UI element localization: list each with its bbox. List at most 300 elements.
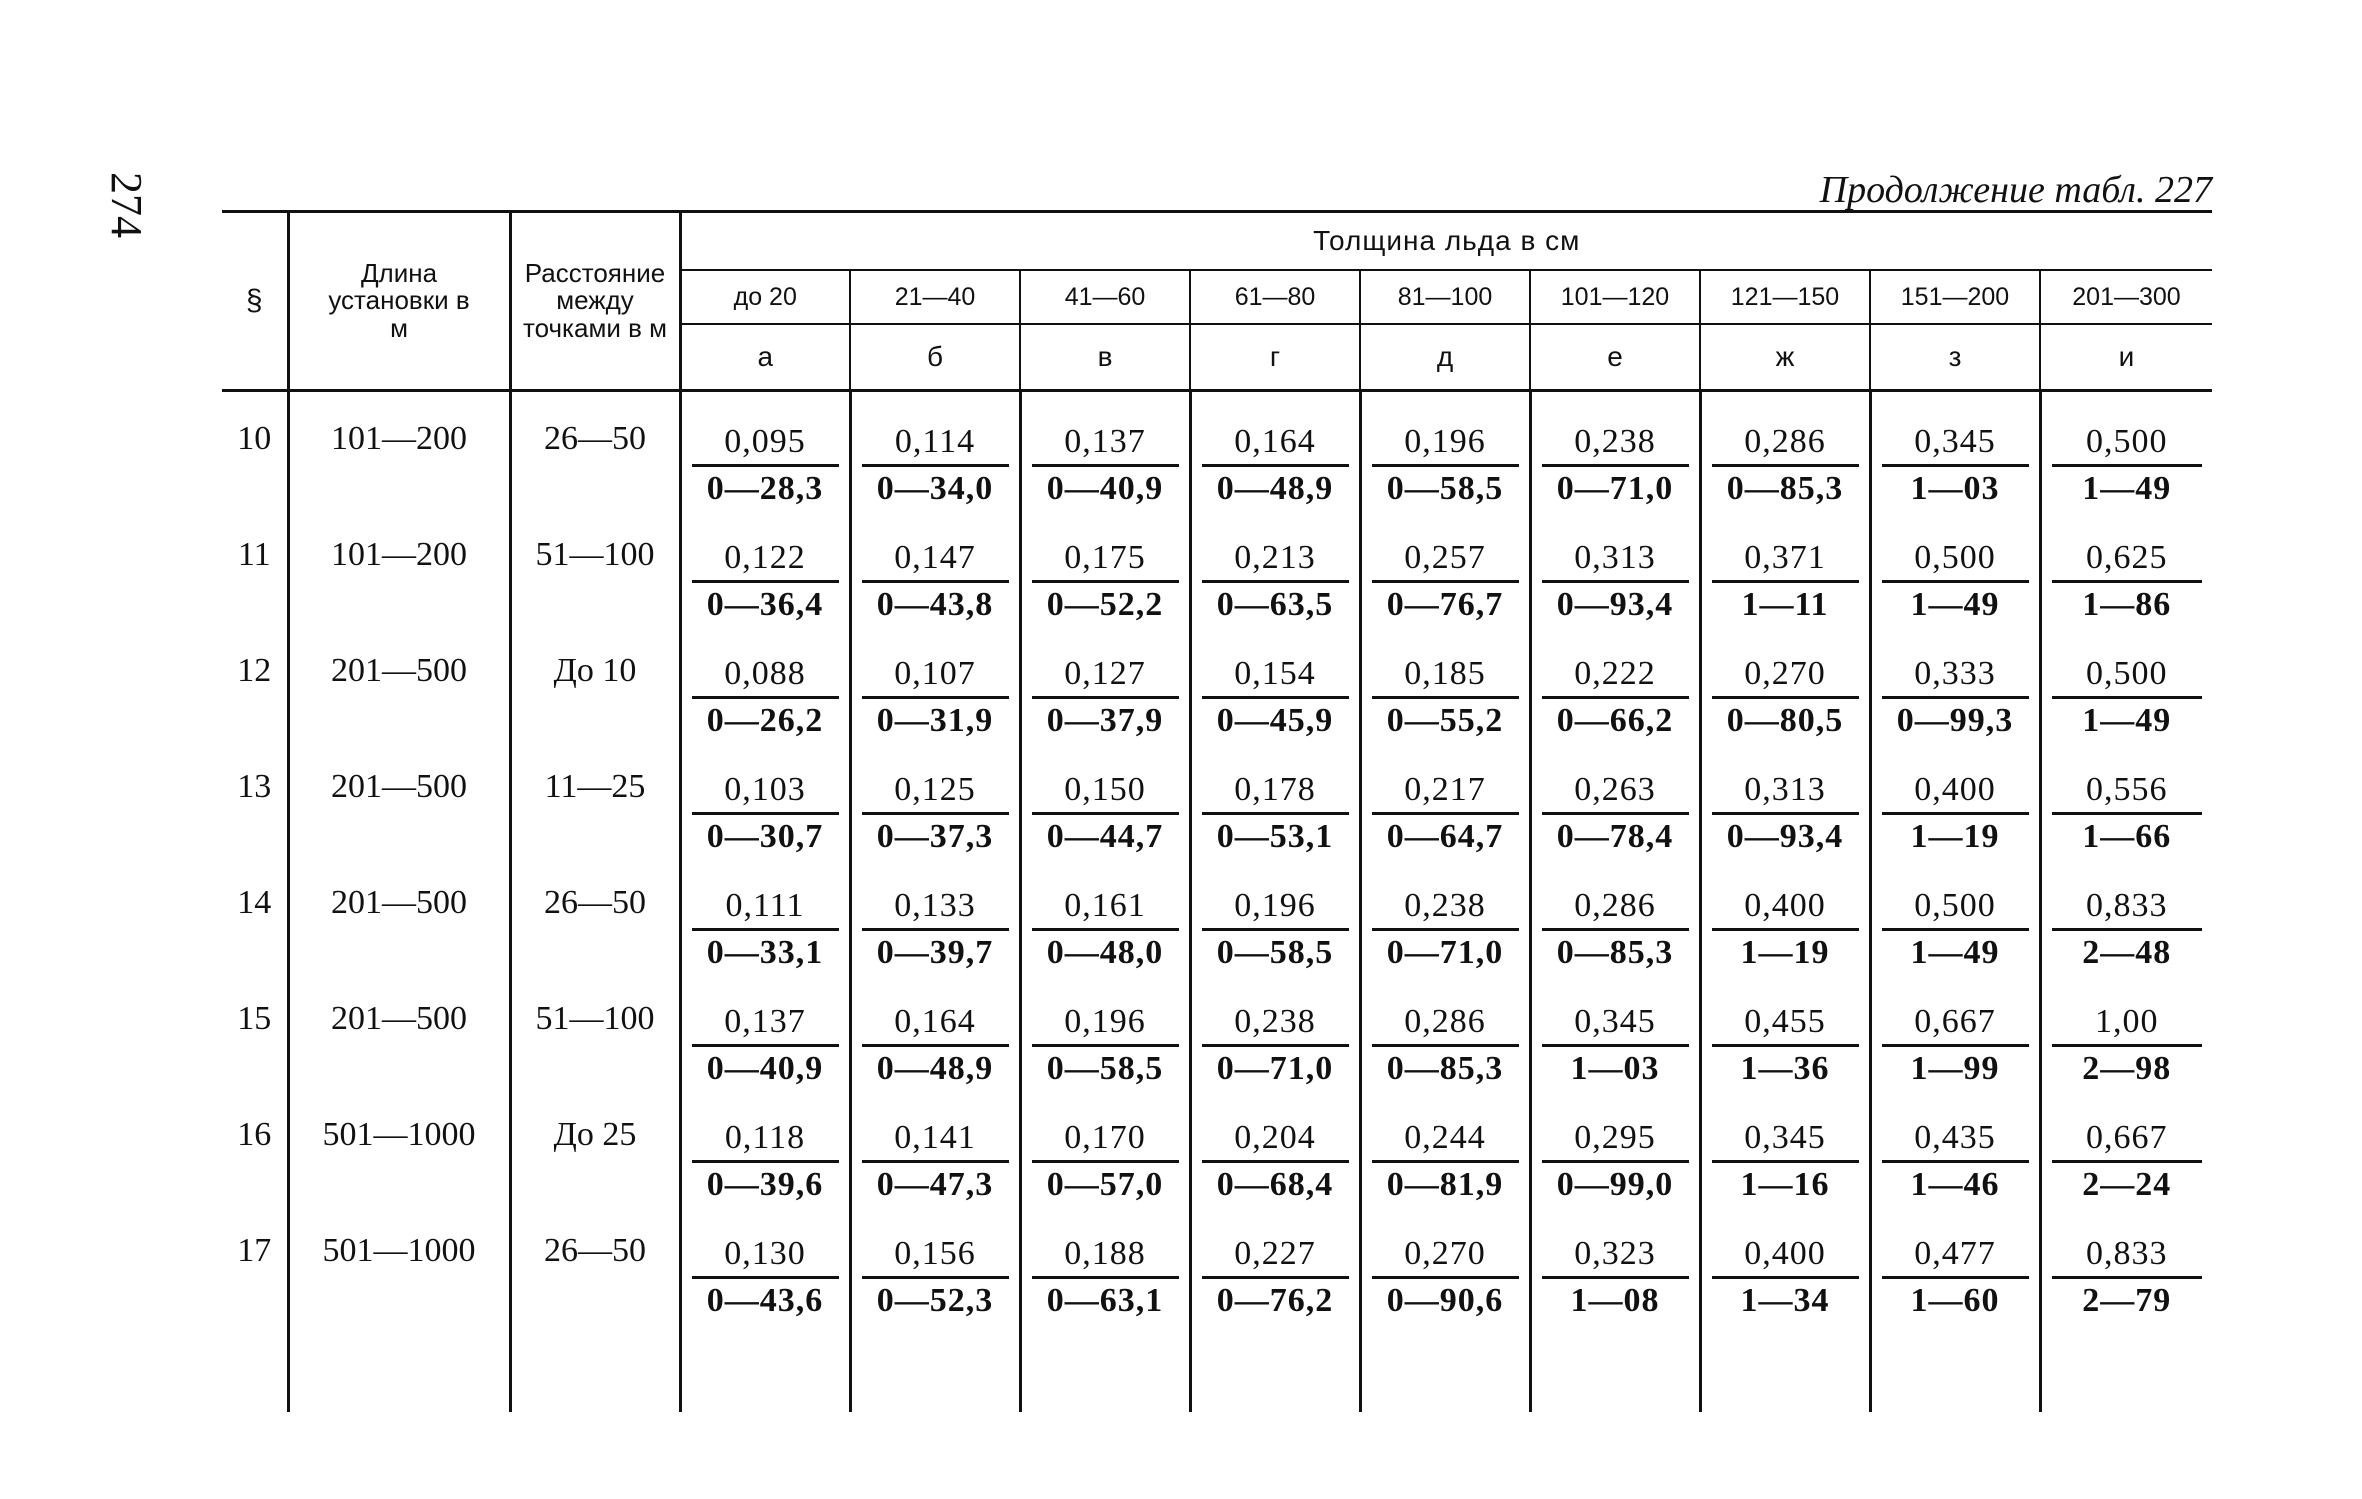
value-cell [1530, 1110, 1700, 1226]
value-top: 0,238 [1234, 1003, 1316, 1040]
fraction [1192, 646, 1359, 743]
tail-cell [1870, 1342, 2040, 1412]
value-cell [680, 1110, 850, 1226]
value-cell [1020, 762, 1190, 878]
value-top: 0,435 [1914, 1119, 1996, 1156]
value-cell [680, 878, 850, 994]
table-body [222, 392, 2212, 1412]
header-range-5: 81—100 [1360, 270, 1530, 324]
value-cell [1190, 646, 1360, 762]
value-cell [1530, 878, 1700, 994]
value-bottom: 1—11 [1712, 580, 1859, 627]
value-cell [2040, 392, 2212, 530]
value-cell [850, 1110, 1020, 1226]
value-cell [1360, 530, 1530, 646]
fraction [1192, 762, 1359, 859]
value-bottom: 0—85,3 [1542, 928, 1689, 975]
table-tail [222, 1342, 2212, 1412]
value-cell [1020, 1110, 1190, 1226]
value-cell [1530, 530, 1700, 646]
value-cell [680, 530, 850, 646]
value-cell [1360, 994, 1530, 1110]
value-top: 0,137 [1064, 423, 1146, 460]
header-ice-thickness: Толщина льда в см [680, 212, 2212, 271]
value-top: 0,127 [1064, 655, 1146, 692]
value-bottom: 0—76,2 [1202, 1276, 1349, 1323]
value-cell [1700, 530, 1870, 646]
row-section: 16 [237, 1116, 272, 1153]
row-distance: 11—25 [510, 762, 680, 878]
value-top: 0,154 [1234, 655, 1316, 692]
fraction [2042, 1226, 2213, 1323]
value-bottom: 2—98 [2052, 1044, 2203, 1091]
value-bottom: 1—34 [1712, 1276, 1859, 1323]
value-bottom: 0—45,9 [1202, 696, 1349, 743]
table-row [222, 994, 2212, 1110]
value-top: 0,125 [894, 771, 976, 808]
fraction [852, 1226, 1019, 1323]
value-top: 0,667 [1914, 1003, 1996, 1040]
fraction [1532, 1110, 1699, 1207]
value-bottom: 0—39,7 [862, 928, 1009, 975]
value-cell [1020, 646, 1190, 762]
value-bottom: 0—58,5 [1202, 928, 1349, 975]
header-letter-6: е [1530, 324, 1700, 391]
fraction [1702, 1226, 1869, 1323]
fraction [2042, 994, 2213, 1091]
fraction [1362, 994, 1529, 1091]
fraction [1192, 530, 1359, 627]
value-bottom: 0—81,9 [1372, 1160, 1519, 1207]
value-top: 0,500 [2086, 655, 2168, 692]
value-bottom: 0—71,0 [1542, 464, 1689, 511]
header-letter-8: з [1870, 324, 2040, 391]
fraction [1532, 646, 1699, 743]
value-top: 0,122 [724, 539, 806, 576]
table-row [222, 762, 2212, 878]
fraction [1022, 762, 1189, 859]
fraction [1362, 762, 1529, 859]
value-bottom: 0—48,9 [1202, 464, 1349, 511]
value-cell [1360, 762, 1530, 878]
value-bottom: 0—58,5 [1032, 1044, 1179, 1091]
tail-cell [1700, 1342, 1870, 1412]
value-top: 0,625 [2086, 539, 2168, 576]
value-top: 0,196 [1064, 1003, 1146, 1040]
table-row [222, 392, 2212, 530]
fraction [852, 530, 1019, 627]
fraction [2042, 878, 2213, 975]
fraction [1192, 1226, 1359, 1323]
value-top: 0,213 [1234, 539, 1316, 576]
value-cell [1870, 392, 2040, 530]
fraction [852, 646, 1019, 743]
value-bottom: 0—80,5 [1712, 696, 1859, 743]
row-distance: 26—50 [510, 878, 680, 994]
value-cell [1530, 646, 1700, 762]
fraction [1192, 994, 1359, 1091]
header-length: Длина установки в м [288, 212, 510, 391]
value-bottom: 0—43,8 [862, 580, 1009, 627]
value-top: 0,217 [1404, 771, 1486, 808]
fraction [1192, 414, 1359, 511]
value-top: 0,222 [1574, 655, 1656, 692]
value-top: 0,150 [1064, 771, 1146, 808]
value-top: 0,107 [894, 655, 976, 692]
value-bottom: 1—60 [1882, 1276, 2029, 1323]
value-top: 0,286 [1744, 423, 1826, 460]
fraction [1362, 1226, 1529, 1323]
value-cell [1700, 762, 1870, 878]
tail-cell [288, 1342, 510, 1412]
value-bottom: 0—85,3 [1372, 1044, 1519, 1091]
value-bottom: 2—79 [2052, 1276, 2203, 1323]
fraction [1702, 646, 1869, 743]
value-top: 0,114 [894, 423, 976, 460]
tail-cell [222, 1342, 288, 1412]
header-range-8: 151—200 [1870, 270, 2040, 324]
value-bottom: 1—08 [1542, 1276, 1689, 1323]
value-bottom: 1—46 [1882, 1160, 2029, 1207]
fraction [682, 414, 849, 511]
value-bottom: 0—48,0 [1032, 928, 1179, 975]
value-bottom: 0—90,6 [1372, 1276, 1519, 1323]
value-cell [1360, 878, 1530, 994]
fraction [1702, 762, 1869, 859]
value-cell [1020, 994, 1190, 1110]
value-top: 0,286 [1574, 887, 1656, 924]
value-top: 0,286 [1404, 1003, 1486, 1040]
value-cell [1360, 1226, 1530, 1342]
value-cell [850, 392, 1020, 530]
fraction [1872, 878, 2039, 975]
fraction [682, 1226, 849, 1323]
value-cell [1530, 762, 1700, 878]
value-bottom: 0—71,0 [1372, 928, 1519, 975]
value-bottom: 0—58,5 [1372, 464, 1519, 511]
value-bottom: 0—40,9 [692, 1044, 839, 1091]
value-top: 0,227 [1234, 1235, 1316, 1272]
value-top: 0,196 [1404, 423, 1486, 460]
value-top: 0,238 [1404, 887, 1486, 924]
value-top: 0,345 [1744, 1119, 1826, 1156]
row-distance: До 25 [510, 1110, 680, 1226]
fraction [1532, 1226, 1699, 1323]
fraction [1532, 530, 1699, 627]
value-cell [1870, 530, 2040, 646]
fraction [1362, 646, 1529, 743]
row-section: 11 [237, 536, 271, 573]
fraction [1532, 994, 1699, 1091]
value-bottom: 0—30,7 [692, 812, 839, 859]
row-length: 101—200 [288, 530, 510, 646]
value-bottom: 1—86 [2052, 580, 2203, 627]
fraction [852, 878, 1019, 975]
value-cell [1020, 530, 1190, 646]
table-row [222, 530, 2212, 646]
row-length: 501—1000 [288, 1226, 510, 1342]
value-top: 0,141 [894, 1119, 976, 1156]
table-row [222, 646, 2212, 762]
table-row [222, 1226, 2212, 1342]
fraction [1022, 646, 1189, 743]
row-distance: До 10 [510, 646, 680, 762]
value-bottom: 0—52,3 [862, 1276, 1009, 1323]
value-top: 0,313 [1574, 539, 1656, 576]
value-cell [1700, 1226, 1870, 1342]
value-cell [850, 530, 1020, 646]
fraction [852, 762, 1019, 859]
value-top: 0,400 [1744, 887, 1826, 924]
row-distance: 51—100 [510, 530, 680, 646]
value-top: 0,175 [1064, 539, 1146, 576]
value-bottom: 0—93,4 [1712, 812, 1859, 859]
fraction [1872, 530, 2039, 627]
header-range-6: 101—120 [1530, 270, 1700, 324]
value-top: 0,133 [894, 887, 976, 924]
header-range-9: 201—300 [2040, 270, 2212, 324]
value-top: 0,333 [1914, 655, 1996, 692]
value-top: 0,270 [1404, 1235, 1486, 1272]
value-cell [1870, 762, 2040, 878]
tail-cell [510, 1342, 680, 1412]
value-bottom: 0—40,9 [1032, 464, 1179, 511]
header-range-3: 41—60 [1020, 270, 1190, 324]
value-bottom: 0—37,9 [1032, 696, 1179, 743]
value-top: 0,833 [2086, 887, 2168, 924]
tail-cell [1020, 1342, 1190, 1412]
value-top: 0,345 [1914, 423, 1996, 460]
fraction [852, 994, 1019, 1091]
value-top: 0,238 [1574, 423, 1656, 460]
value-bottom: 0—85,3 [1712, 464, 1859, 511]
value-top: 1,00 [2095, 1003, 2159, 1040]
value-bottom: 0—47,3 [862, 1160, 1009, 1207]
value-bottom: 0—37,3 [862, 812, 1009, 859]
value-cell [2040, 994, 2212, 1110]
fraction [1872, 762, 2039, 859]
row-length: 201—500 [288, 646, 510, 762]
value-cell [1360, 1110, 1530, 1226]
value-top: 0,323 [1574, 1235, 1656, 1272]
value-bottom: 0—39,6 [692, 1160, 839, 1207]
value-bottom: 0—68,4 [1202, 1160, 1349, 1207]
fraction [1192, 878, 1359, 975]
value-cell [1700, 646, 1870, 762]
fraction [1022, 994, 1189, 1091]
fraction [682, 878, 849, 975]
value-top: 0,161 [1064, 887, 1146, 924]
header-range-4: 61—80 [1190, 270, 1360, 324]
row-length: 201—500 [288, 762, 510, 878]
value-bottom: 0—93,4 [1542, 580, 1689, 627]
value-cell [850, 1226, 1020, 1342]
value-top: 0,164 [894, 1003, 976, 1040]
value-top: 0,088 [724, 655, 806, 692]
value-top: 0,178 [1234, 771, 1316, 808]
value-bottom: 0—99,0 [1542, 1160, 1689, 1207]
value-cell [1700, 994, 1870, 1110]
value-top: 0,111 [725, 887, 805, 924]
table-row [222, 1110, 2212, 1226]
fraction [1872, 414, 2039, 511]
value-cell [680, 762, 850, 878]
row-section: 12 [237, 652, 272, 689]
tail-cell [1360, 1342, 1530, 1412]
fraction [1362, 414, 1529, 511]
header-range-7: 121—150 [1700, 270, 1870, 324]
value-bottom: 1—03 [1882, 464, 2029, 511]
value-cell [1870, 994, 2040, 1110]
value-cell [2040, 1110, 2212, 1226]
tail-cell [2040, 1342, 2212, 1412]
header-letter-5: д [1360, 324, 1530, 391]
value-top: 0,137 [724, 1003, 806, 1040]
tail-cell [1530, 1342, 1700, 1412]
value-top: 0,833 [2086, 1235, 2168, 1272]
value-top: 0,130 [724, 1235, 806, 1272]
value-top: 0,400 [1914, 771, 1996, 808]
value-cell [1190, 1226, 1360, 1342]
value-bottom: 0—52,2 [1032, 580, 1179, 627]
header-letter-2: б [850, 324, 1020, 391]
value-cell [2040, 530, 2212, 646]
value-cell [1190, 392, 1360, 530]
value-top: 0,095 [724, 423, 806, 460]
row-section: 13 [237, 768, 272, 805]
value-top: 0,477 [1914, 1235, 1996, 1272]
fraction [1702, 414, 1869, 511]
fraction [1362, 878, 1529, 975]
row-section: 10 [237, 420, 272, 457]
value-bottom: 0—57,0 [1032, 1160, 1179, 1207]
value-top: 0,500 [1914, 887, 1996, 924]
header-distance: Расстояние между точками в м [510, 212, 680, 391]
row-section: 14 [237, 884, 272, 921]
header-letter-4: г [1190, 324, 1360, 391]
value-bottom: 0—64,7 [1372, 812, 1519, 859]
value-bottom: 0—78,4 [1542, 812, 1689, 859]
value-bottom: 1—16 [1712, 1160, 1859, 1207]
value-bottom: 1—03 [1542, 1044, 1689, 1091]
value-cell [1190, 762, 1360, 878]
value-bottom: 1—49 [2052, 464, 2203, 511]
value-bottom: 2—48 [2052, 928, 2203, 975]
value-cell [850, 762, 1020, 878]
fraction [682, 646, 849, 743]
value-cell [1870, 878, 2040, 994]
value-bottom: 0—26,2 [692, 696, 839, 743]
value-bottom: 1—36 [1712, 1044, 1859, 1091]
value-bottom: 0—28,3 [692, 464, 839, 511]
value-top: 0,185 [1404, 655, 1486, 692]
fraction [852, 414, 1019, 511]
value-top: 0,400 [1744, 1235, 1826, 1272]
value-top: 0,257 [1404, 539, 1486, 576]
fraction [682, 762, 849, 859]
value-top: 0,170 [1064, 1119, 1146, 1156]
value-bottom: 1—66 [2052, 812, 2203, 859]
value-bottom: 1—19 [1882, 812, 2029, 859]
table-row [222, 878, 2212, 994]
value-cell [850, 646, 1020, 762]
value-top: 0,204 [1234, 1119, 1316, 1156]
header-letter-1: а [680, 324, 850, 391]
value-bottom: 0—43,6 [692, 1276, 839, 1323]
value-top: 0,103 [724, 771, 806, 808]
value-cell [1530, 1226, 1700, 1342]
value-top: 0,156 [894, 1235, 976, 1272]
value-cell [850, 994, 1020, 1110]
value-cell [680, 646, 850, 762]
value-top: 0,196 [1234, 887, 1316, 924]
value-bottom: 0—99,3 [1882, 696, 2029, 743]
fraction [1022, 530, 1189, 627]
tail-cell [1190, 1342, 1360, 1412]
value-bottom: 1—49 [1882, 928, 2029, 975]
value-bottom: 0—63,5 [1202, 580, 1349, 627]
row-length: 501—1000 [288, 1110, 510, 1226]
fraction [2042, 414, 2213, 511]
tail-cell [680, 1342, 850, 1412]
value-cell [2040, 878, 2212, 994]
value-bottom: 0—71,0 [1202, 1044, 1349, 1091]
value-cell [680, 994, 850, 1110]
value-bottom: 2—24 [2052, 1160, 2203, 1207]
value-top: 0,147 [894, 539, 976, 576]
header-letter-9: и [2040, 324, 2212, 391]
value-cell [1020, 1226, 1190, 1342]
tail-cell [850, 1342, 1020, 1412]
value-top: 0,270 [1744, 655, 1826, 692]
fraction [1362, 530, 1529, 627]
value-top: 0,345 [1574, 1003, 1656, 1040]
fraction [1022, 1226, 1189, 1323]
value-cell [1020, 392, 1190, 530]
value-top: 0,118 [724, 1119, 806, 1156]
row-length: 101—200 [288, 392, 510, 530]
fraction [1022, 878, 1189, 975]
value-bottom: 1—49 [2052, 696, 2203, 743]
value-cell [2040, 646, 2212, 762]
value-bottom: 0—63,1 [1032, 1276, 1179, 1323]
value-top: 0,556 [2086, 771, 2168, 808]
fraction [1872, 1226, 2039, 1323]
fraction [1532, 762, 1699, 859]
value-bottom: 0—31,9 [862, 696, 1009, 743]
fraction [1702, 1110, 1869, 1207]
value-cell [2040, 1226, 2212, 1342]
ice-thickness-table [222, 210, 2212, 1412]
value-top: 0,244 [1404, 1119, 1486, 1156]
row-section: 17 [237, 1232, 272, 1269]
value-bottom: 1—99 [1882, 1044, 2029, 1091]
fraction [682, 530, 849, 627]
fraction [2042, 646, 2213, 743]
table-header [222, 210, 2212, 392]
value-top: 0,263 [1574, 771, 1656, 808]
value-bottom: 0—36,4 [692, 580, 839, 627]
fraction [2042, 530, 2213, 627]
header-section: § [222, 212, 288, 391]
value-top: 0,188 [1064, 1235, 1146, 1272]
fraction [1702, 530, 1869, 627]
header-range-2: 21—40 [850, 270, 1020, 324]
row-length: 201—500 [288, 994, 510, 1110]
fraction [2042, 1110, 2213, 1207]
fraction [682, 1110, 849, 1207]
value-bottom: 0—34,0 [862, 464, 1009, 511]
